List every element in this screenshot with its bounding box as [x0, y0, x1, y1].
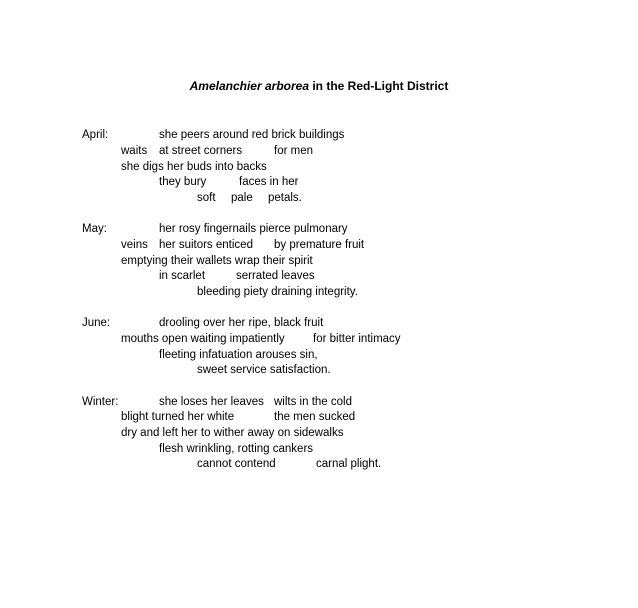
poem-line: she digs her buds into backs	[121, 161, 267, 173]
poem-line: she peers around red brick buildings	[159, 129, 345, 141]
stanza-label: May:	[82, 223, 107, 235]
poem-line-fragment: carnal plight.	[316, 458, 382, 470]
poem-line-fragment: the men sucked	[274, 411, 356, 423]
poem-line-fragment: veins	[121, 239, 148, 251]
poem-line: sweet service satisfaction.	[197, 364, 331, 376]
poem-line-fragment: soft	[197, 192, 216, 204]
poem-line-fragment: they bury	[159, 176, 207, 188]
poem-line-fragment: blight turned her white	[121, 411, 235, 423]
poem-title-species: Amelanchier arborea	[189, 79, 310, 93]
poem-line-fragment: waits	[121, 145, 148, 157]
poem-line-fragment: faces in her	[239, 176, 299, 188]
poem-line: her rosy fingernails pierce pulmonary	[159, 223, 348, 235]
poem-line-fragment: her suitors enticed	[159, 239, 253, 251]
poem-line-fragment: by premature fruit	[274, 239, 365, 251]
poem-line: emptying their wallets wrap their spirit	[121, 255, 313, 267]
poem-line-fragment: she loses her leaves	[159, 396, 264, 408]
poem-line-fragment: for bitter intimacy	[313, 333, 401, 345]
poem-line-fragment: serrated leaves	[236, 270, 315, 282]
poem-title	[0, 79, 638, 93]
poem-line: flesh wrinkling, rotting cankers	[159, 443, 314, 455]
stanza-label: June:	[82, 317, 111, 329]
poem-line: fleeting infatuation arouses sin,	[159, 349, 318, 361]
poem-line-fragment: petals.	[268, 192, 302, 204]
poem-line: bleeding piety draining integrity.	[197, 286, 358, 298]
stanza-label: April:	[82, 129, 109, 141]
stanza-label: Winter:	[82, 396, 119, 408]
poem-line-fragment: cannot contend	[197, 458, 276, 470]
poem-line: dry and left her to wither away on sidewalks	[121, 427, 344, 439]
poem-line: drooling over her ripe, black fruit	[159, 317, 324, 329]
poem-line-fragment: at street corners	[159, 145, 243, 157]
poem-line-fragment: mouths open waiting impatiently	[121, 333, 285, 345]
poem-title-rest: in the Red-Light District	[309, 79, 449, 93]
poem-line-fragment: in scarlet	[159, 270, 206, 282]
poem-line-fragment: wilts in the cold	[274, 396, 352, 408]
poem-line-fragment: pale	[231, 192, 253, 204]
poem-line-fragment: for men	[274, 145, 313, 157]
